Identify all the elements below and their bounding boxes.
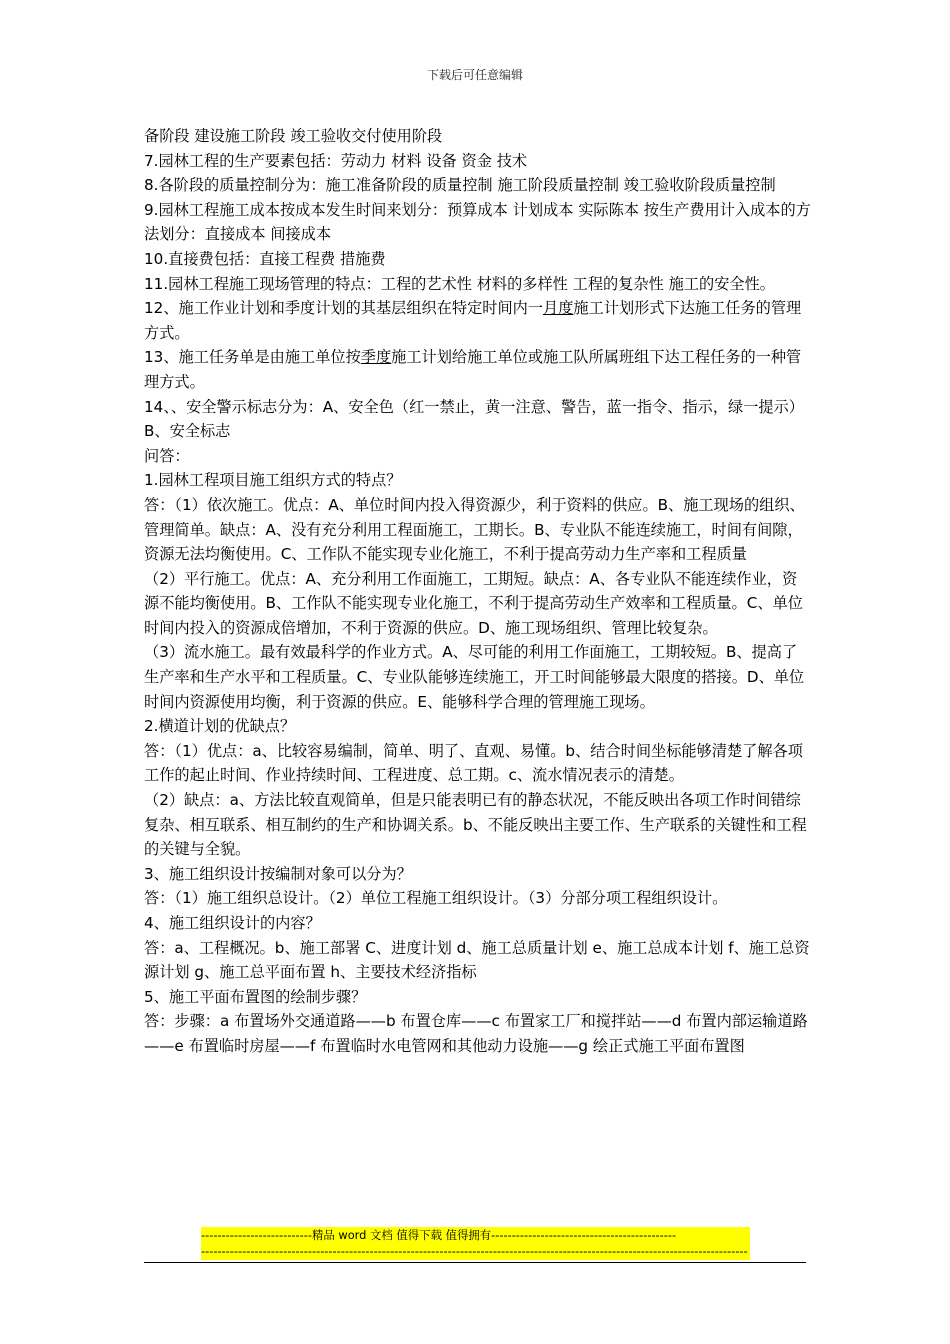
- p13-text-after: 施工计划给施工单位或施工队所属班组下达工程任务的一种管理方式。: [144, 348, 802, 391]
- question: 4、施工组织设计的内容？: [144, 914, 321, 932]
- paragraph: 14、、安全警示标志分为：A、安全色（红一禁止，黄一注意、警告，蓝一指令、指示，绿一提示） B、安全标志: [144, 397, 804, 441]
- footer-highlight-band: [201, 1227, 750, 1260]
- section-heading: 问答：: [144, 446, 190, 465]
- page-header: 下载后可任意编辑: [426, 68, 523, 82]
- p12-text-after: 施工计划形式下达施工任务的管理方式。: [144, 299, 802, 342]
- answer: 答：（1）依次施工。优点：A、单位时间内投入得资源少，利于资料的供应。B、施工现场的组织、管理简单。缺点：A、没有充分利用工程面施工，工期长。B、专业队不能连续施工，时间有间隙，资源无法均衡使用。C、工作队不能实现专业化施工，不利于提高劳动力生产率和工程质量: [144, 495, 805, 564]
- question: 5、施工平面布置图的绘制步骤？: [144, 987, 367, 1006]
- paragraph: 7.园林工程的生产要素包括：劳动力 材料 设备 资金 技术: [144, 151, 528, 170]
- question: 1.园林工程项目施工组织方式的特点？: [144, 471, 402, 490]
- paragraph-12: [144, 296, 812, 345]
- footer-line-2: -------------------------------------------------------------------------------------------------------------------------------------: [201, 1244, 748, 1258]
- paragraph: 10.直接费包括：直接工程费 措施费: [144, 249, 386, 268]
- p13-underlined: 季度: [360, 348, 392, 367]
- p13-text-before: 13、施工任务单是由施工单位按: [144, 348, 361, 367]
- footer-divider: [144, 1262, 806, 1263]
- paragraph: 备阶段 建设施工阶段 竣工验收交付使用阶段: [144, 127, 443, 145]
- question: 2.横道计划的优缺点？: [144, 717, 296, 736]
- paragraph-13: [144, 345, 812, 394]
- answer: 答：（1）施工组织总设计。（2）单位工程施工组织设计。（3）分部分项工程组织设计。: [144, 889, 728, 908]
- answer: 答：步骤：a 布置场外交通道路——b 布置仓库——c 布置家工厂和搅拌站——d 布置内部运输道路——e 布置临时房屋——f 布置临时水电管网和其他动力设施——g 绘正式施工平面布置图: [144, 1012, 808, 1055]
- paragraph: 8.各阶段的质量控制分为：施工准备阶段的质量控制 施工阶段质量控制 竣工验收阶段质量控制: [144, 176, 776, 195]
- answer: （3）流水施工。最有效最科学的作业方式。A、尽可能的利用工作面施工，工期较短。B、提高了生产率和生产水平和工程质量。C、专业队能够连续施工，开工时间能够最大限度的搭接。D、单位时间内资源使用均衡，利于资源的供应。E、能够科学合理的管理施工现场。: [144, 643, 805, 711]
- p12-underlined: 月度: [543, 299, 574, 318]
- answer: （2）缺点：a、方法比较直观简单，但是只能表明已有的静态状况，不能反映出各项工作时间错综复杂、相互联系、相互制约的生产和协调关系。b、不能反映出主要工作、生产联系的关键性和工程的关键与全貌。: [144, 791, 807, 859]
- answer: 答：（1）优点：a、比较容易编制，简单、明了、直观、易懂。b、结合时间坐标能够清楚了解各项工作的起止时间、作业持续时间、工程进度、总工期。c、流水情况表示的清楚。: [144, 741, 803, 785]
- document-body: [144, 124, 812, 1059]
- answer: （2）平行施工。优点：A、充分利用工作面施工，工期短。缺点：A、各专业队不能连续作业，资源不能均衡使用。B、工作队不能实现专业化施工，不利于提高劳动生产效率和工程质量。C、单位时间内投入的资源成倍增加，不利于资源的供应。D、施工现场组织、管理比较复杂。: [144, 569, 803, 637]
- paragraph: 11.园林工程施工现场管理的特点：工程的艺术性 材料的多样性 工程的复杂性 施工的安全性。: [144, 274, 775, 293]
- footer-line-1: ---------------------------精品 word 文档 值得下载 值得拥有---------------------------------------------: [201, 1228, 677, 1242]
- answer: 答：a、工程概况。b、施工部署 C、进度计划 d、施工总质量计划 e、施工总成本计划 f、施工总资源计划 g、施工总平面布置 h、主要技术经济指标: [144, 938, 810, 982]
- paragraph: 9.园林工程施工成本按成本发生时间来划分：预算成本 计划成本 实际陈本 按生产费用计入成本的方法划分：直接成本 间接成本: [144, 200, 811, 244]
- p12-text-before: 12、施工作业计划和季度计划的其基层组织在特定时间内一: [144, 299, 544, 318]
- question: 3、施工组织设计按编制对象可以分为？: [144, 864, 412, 883]
